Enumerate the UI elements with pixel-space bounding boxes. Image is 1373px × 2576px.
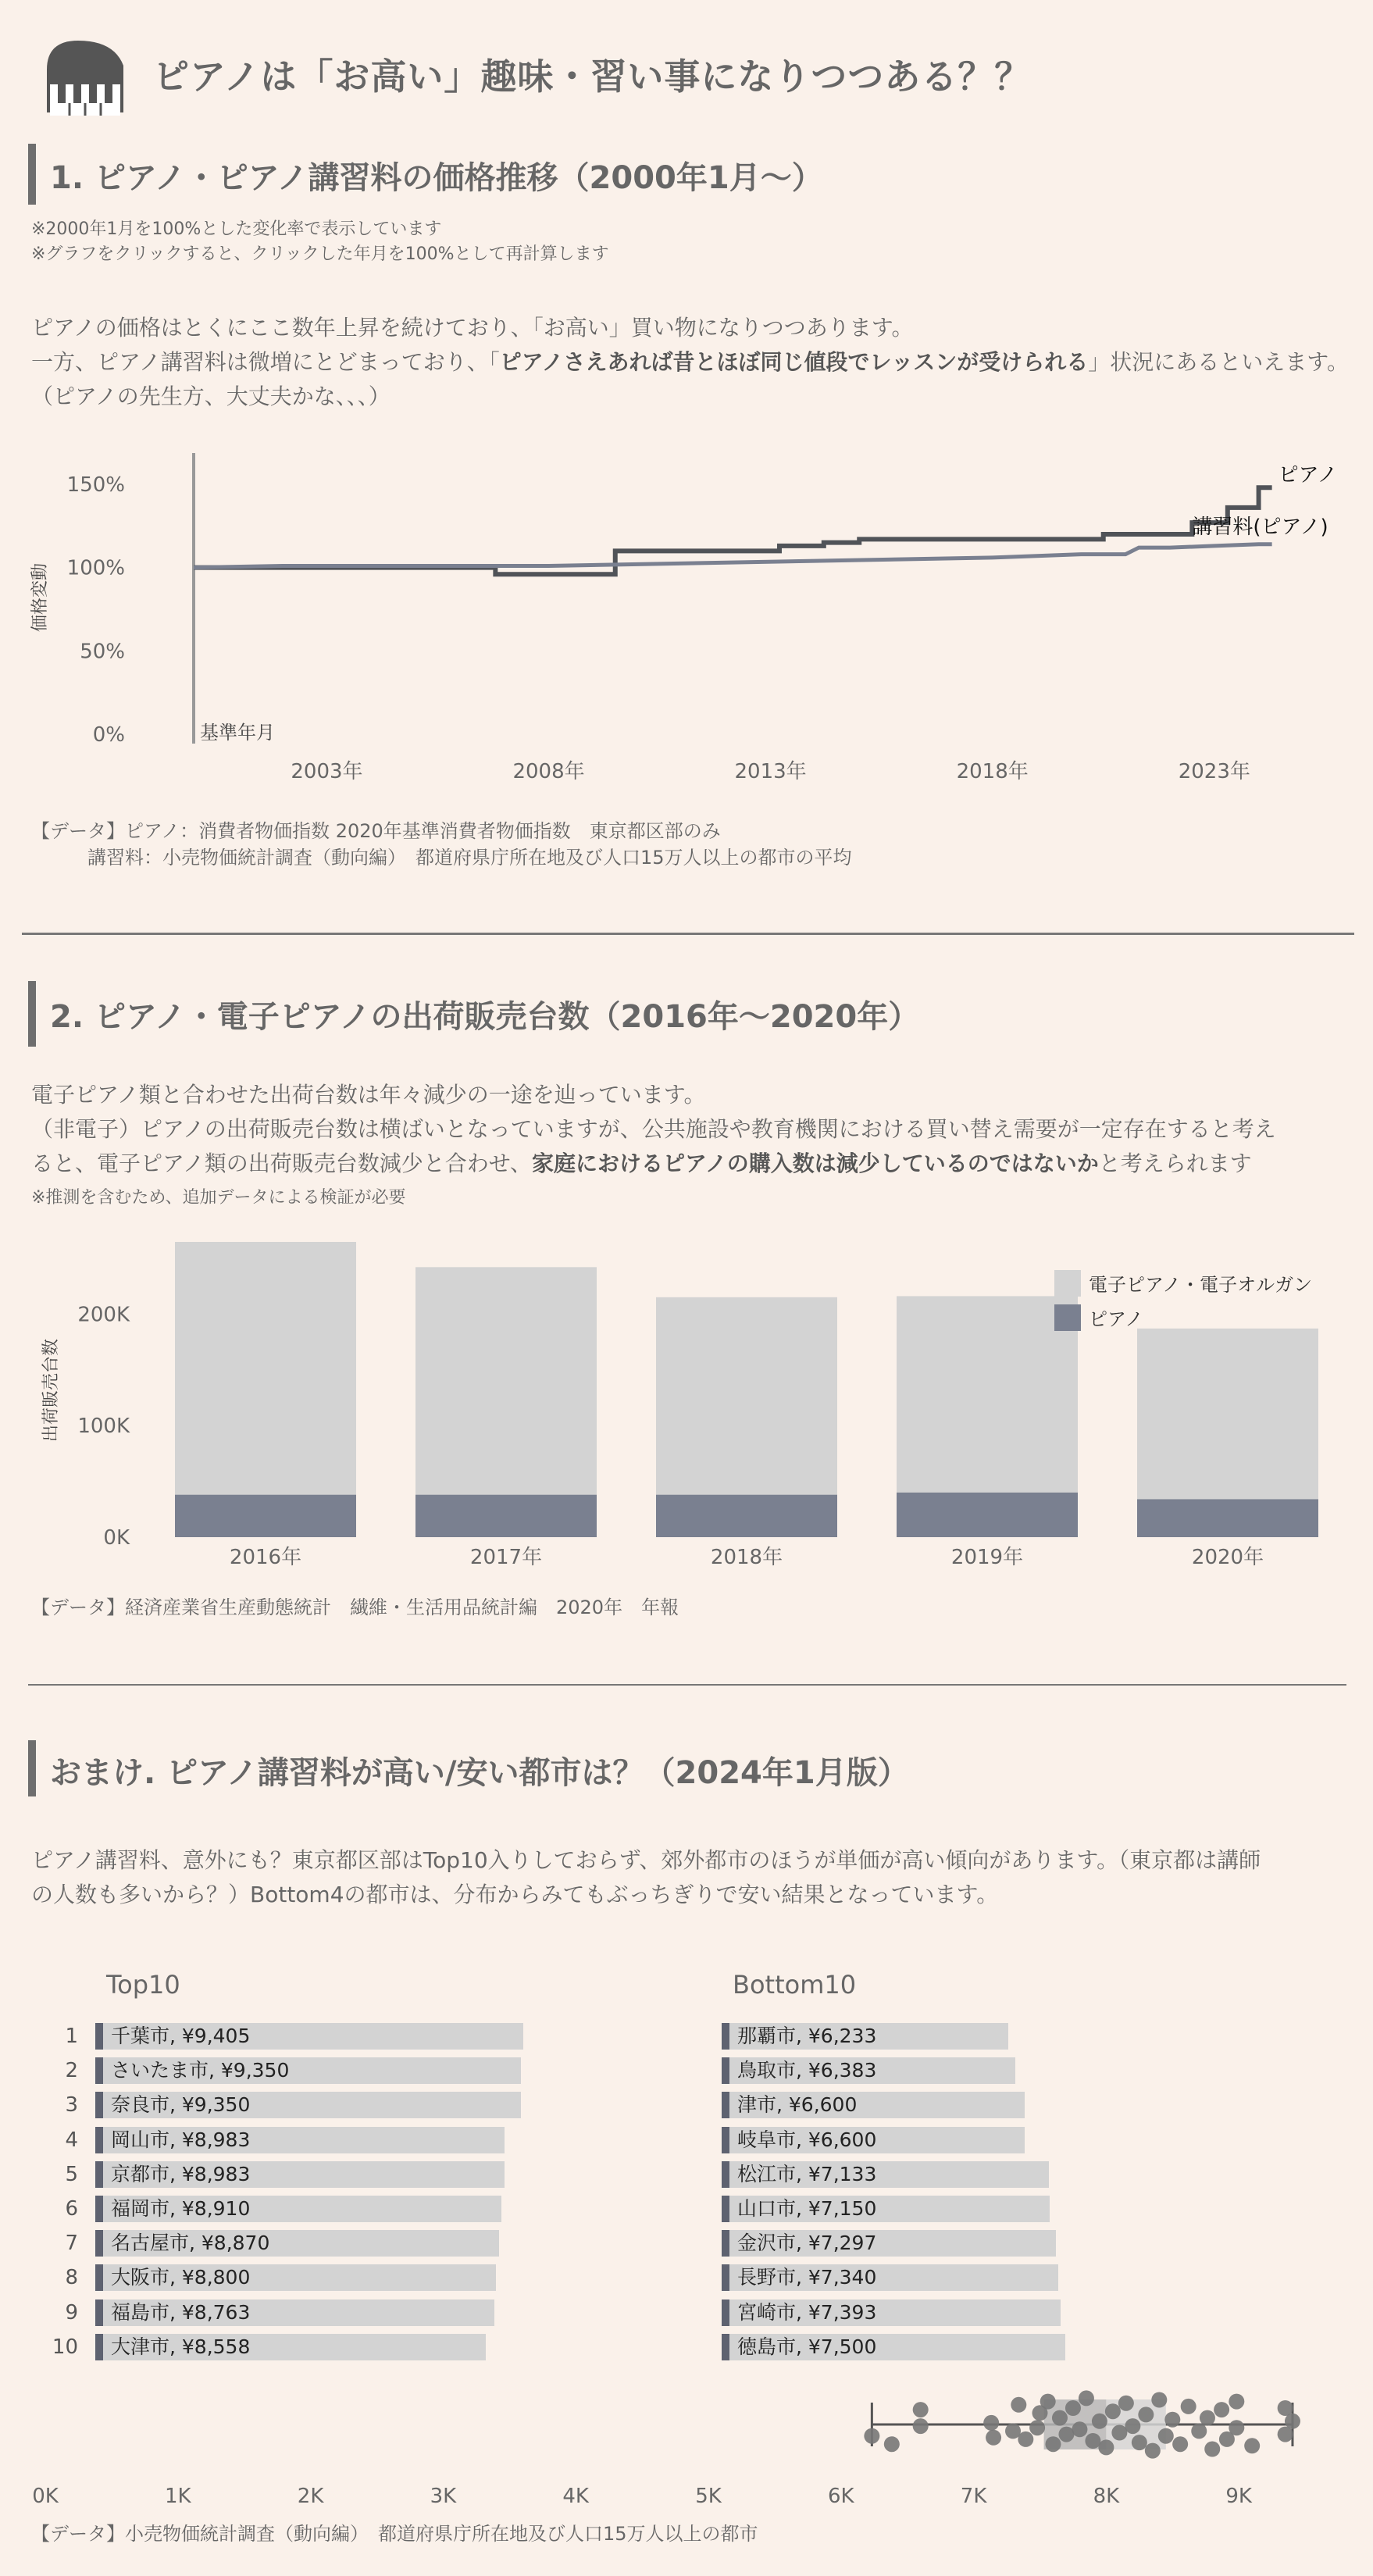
rank-number: 6: [65, 2197, 78, 2221]
section2-marker: [28, 981, 36, 1047]
top10-title: Top10: [106, 1970, 180, 2000]
rank-label: 大津市, ¥8,558: [111, 2335, 251, 2358]
rank-number: 10: [52, 2335, 78, 2359]
data-point: [1029, 2420, 1045, 2435]
rank-label: 山口市, ¥7,150: [737, 2197, 877, 2220]
rank-marker: [95, 2092, 103, 2118]
rank-marker: [722, 2230, 729, 2257]
data-point: [884, 2436, 900, 2452]
rank-label: 鳥取市, ¥6,383: [737, 2059, 877, 2082]
x-tick-label: 2003年: [291, 760, 363, 783]
rank-label: 那覇市, ¥6,233: [737, 2025, 877, 2047]
data-point: [1052, 2410, 1068, 2426]
section3-title: おまけ. ピアノ講習料が高い/安い都市は？（2024年1月版）: [50, 1755, 909, 1791]
legend-label-piano: ピアノ: [1089, 1308, 1144, 1330]
section1-note-1: ※2000年1月を100%とした変化率で表示しています: [31, 219, 442, 239]
data-point: [1229, 2420, 1244, 2435]
section3-para-line1: ピアノ講習料、意外にも？東京都区部はTop10入りしておらず、郊外都市のほうが単価が高い傾向があります。（東京都は講師: [31, 1847, 1261, 1873]
section3-paragraph: [31, 1843, 1261, 1912]
bar-piano: [656, 1495, 837, 1537]
section2-para-line2: （非電子）ピアノの出荷販売台数は横ばいとなっていますが、公共施設や教育機関における買い替え需要が一定存在すると考え: [31, 1116, 1276, 1142]
data-point: [1079, 2390, 1094, 2406]
data-point: [1229, 2394, 1244, 2410]
baseline-label: 基準年月: [200, 722, 275, 744]
rank-number: 7: [65, 2232, 78, 2256]
data-point: [1244, 2438, 1260, 2453]
x-tick-label: 2013年: [734, 760, 807, 783]
section1-note-2: ※グラフをクリックすると、クリックした年月を100%として再計算します: [31, 244, 609, 264]
data-point: [913, 2402, 929, 2417]
rank-label: 長野市, ¥7,340: [737, 2266, 877, 2289]
rank-marker: [95, 2161, 103, 2188]
data-point: [1040, 2394, 1056, 2410]
data-point: [1200, 2410, 1215, 2426]
y-tick-label: 100%: [66, 556, 125, 580]
divider-1: [22, 933, 1354, 935]
rank-marker: [722, 2127, 729, 2153]
legend-label-electronic: 電子ピアノ・電子オルガン: [1089, 1274, 1313, 1296]
x-tick-label: 5K: [695, 2485, 722, 2507]
x-tick-label: 2023年: [1178, 760, 1250, 783]
section1-para-line2: 一方、ピアノ講習料は微増にとどまっており、「ピアノさえあれば昔とほぼ同じ値段でレッスンが受けられる」状況にあるといえます。: [31, 349, 1350, 375]
section1-marker: [28, 144, 36, 205]
data-point: [1204, 2442, 1220, 2457]
x-tick-label: 3K: [430, 2485, 457, 2507]
section2-para-line1: 電子ピアノ類と合わせた出荷台数は年々減少の一途を辿っています。: [31, 1082, 706, 1108]
piano-logo-icon: [39, 34, 131, 122]
rank-marker: [722, 2057, 729, 2084]
divider-2: [28, 1684, 1346, 1686]
data-point: [1085, 2433, 1100, 2449]
x-tick-label: 2020年: [1191, 1546, 1264, 1569]
rank-marker: [95, 2127, 103, 2153]
rank-label: 徳島市, ¥7,500: [737, 2335, 877, 2358]
y-axis-label: 価格変動: [30, 562, 50, 633]
y-tick-label: 200K: [77, 1303, 130, 1327]
section1-title: 1. ピアノ・ピアノ講習料の価格推移（2000年1月～）: [50, 160, 823, 196]
rank-marker: [95, 2264, 103, 2291]
rank-label: 名古屋市, ¥8,870: [111, 2232, 270, 2255]
distribution-chart[interactable]: [0, 2367, 1373, 2507]
rank-marker: [95, 2023, 103, 2050]
bar-piano: [1137, 1499, 1318, 1537]
x-tick-label: 2016年: [229, 1546, 302, 1569]
x-tick-label: 2019年: [950, 1546, 1024, 1569]
data-point: [1158, 2428, 1174, 2444]
y-tick-label: 0%: [92, 723, 125, 747]
series-line-2: [194, 544, 1272, 568]
rank-number: 1: [65, 2025, 78, 2048]
data-point: [986, 2430, 1001, 2446]
data-point: [1164, 2412, 1180, 2428]
data-point: [1045, 2436, 1061, 2452]
section2-paragraph: [31, 1078, 1276, 1181]
rank-marker: [95, 2057, 103, 2084]
rank-marker: [722, 2092, 729, 2118]
data-point: [1065, 2400, 1081, 2416]
rank-marker: [722, 2196, 729, 2222]
rank-label: 千葉市, ¥9,405: [111, 2025, 251, 2047]
rank-number: 3: [65, 2093, 78, 2118]
section1-para-line1: ピアノの価格はとくにここ数年上昇を続けており、「お高い」買い物になりつつあります。: [31, 315, 914, 341]
x-tick-label: 2018年: [710, 1546, 783, 1569]
rank-number: 8: [65, 2266, 78, 2290]
rank-label: 金沢市, ¥7,297: [737, 2232, 877, 2255]
rank-label: 岡山市, ¥8,983: [111, 2128, 251, 2151]
data-point: [1145, 2443, 1161, 2459]
data-point: [1105, 2403, 1121, 2419]
data-point: [1111, 2425, 1127, 2441]
x-tick-label: 2008年: [512, 760, 585, 783]
data-point: [1018, 2432, 1033, 2447]
data-point: [1172, 2436, 1188, 2452]
bar-piano: [415, 1495, 597, 1537]
rank-number: 5: [65, 2162, 78, 2186]
data-point: [1011, 2397, 1026, 2413]
data-point: [864, 2428, 879, 2444]
rank-label: さいたま市, ¥9,350: [111, 2059, 290, 2082]
rank-marker: [95, 2299, 103, 2326]
x-tick-label: 2018年: [956, 760, 1029, 783]
data-point: [983, 2415, 999, 2431]
x-tick-label: 4K: [562, 2485, 589, 2507]
y-axis-label: 出荷販売台数: [41, 1338, 61, 1443]
bar-electronic-piano: [175, 1242, 356, 1537]
shipment-bar-chart[interactable]: [0, 1242, 1373, 1578]
rank-marker: [722, 2299, 729, 2326]
series-label-piano: ピアノ: [1278, 463, 1338, 487]
data-point: [1098, 2439, 1114, 2455]
page-title: ピアノは「お高い」趣味・習い事になりつつある？？: [153, 55, 1032, 98]
section1-para-line3: （ピアノの先生方、大丈夫かな、、、）: [31, 384, 391, 409]
section1-source-2: 講習料：小売物価統計調査（動向編） 都道府県庁所在地及び人口15万人以上の都市の平均: [31, 847, 852, 869]
data-point: [1214, 2402, 1229, 2417]
rank-label: 津市, ¥6,600: [737, 2093, 858, 2117]
x-tick-label: 0K: [32, 2485, 59, 2507]
data-point: [1278, 2427, 1293, 2442]
y-tick-label: 150%: [66, 473, 125, 497]
data-point: [1191, 2423, 1207, 2439]
data-point: [1132, 2435, 1147, 2450]
bar-piano: [897, 1493, 1078, 1537]
x-tick-label: 6K: [828, 2485, 854, 2507]
rank-label: 奈良市, ¥9,350: [111, 2093, 251, 2117]
rank-marker: [722, 2023, 729, 2050]
data-point: [1058, 2427, 1074, 2442]
rank-marker: [722, 2161, 729, 2188]
data-point: [1278, 2400, 1293, 2416]
section2-para-line3: ると、電子ピアノ類の出荷販売台数減少と合わせ、家庭におけるピアノの購入数は減少しているのではないかと考えられます: [31, 1151, 1252, 1176]
rank-label: 福岡市, ¥8,910: [111, 2197, 251, 2220]
x-tick-label: 8K: [1093, 2485, 1120, 2507]
bottom10-title: Bottom10: [733, 1970, 857, 2000]
legend-swatch-electronic: [1054, 1270, 1081, 1297]
x-tick-label: 2017年: [469, 1546, 543, 1569]
rank-number: 9: [65, 2300, 78, 2324]
rank-label: 松江市, ¥7,133: [737, 2162, 877, 2185]
section1-source-1: 【データ】ピアノ：消費者物価指数 2020年基準消費者物価指数 東京都区部のみ: [31, 820, 721, 842]
data-point: [1138, 2407, 1154, 2422]
section2-title: 2. ピアノ・電子ピアノの出荷販売台数（2016年～2020年）: [50, 999, 920, 1035]
rank-marker: [722, 2334, 729, 2360]
rank-marker: [722, 2264, 729, 2291]
section1-paragraph: [31, 311, 1349, 414]
series-label-lesson: 講習料(ピアノ): [1192, 515, 1328, 539]
rank-marker: [95, 2334, 103, 2360]
rank-label: 宮崎市, ¥7,393: [737, 2300, 877, 2324]
section2-source: 【データ】経済産業省生産動態統計 繊維・生活用品統計編 2020年 年報: [31, 1597, 679, 1618]
rank-label: 岐阜市, ¥6,600: [737, 2128, 877, 2151]
data-point: [1125, 2418, 1140, 2434]
data-point: [1181, 2399, 1196, 2414]
bar-piano: [175, 1495, 356, 1537]
y-tick-label: 0K: [103, 1526, 130, 1550]
x-tick-label: 7K: [960, 2485, 987, 2507]
data-point: [1092, 2414, 1107, 2429]
section3-source: 【データ】小売物価統計調査（動向編） 都道府県庁所在地及び人口15万人以上の都市: [31, 2523, 758, 2545]
x-tick-label: 9K: [1225, 2485, 1252, 2507]
section3-para-line2: の人数も多いから？）Bottom4の都市は、分布からみてもぶっちぎりで安い結果となっています。: [31, 1882, 999, 1907]
rank-label: 福島市, ¥8,763: [111, 2300, 251, 2324]
rank-number: 4: [65, 2128, 78, 2152]
data-point: [1285, 2414, 1300, 2429]
y-tick-label: 100K: [77, 1415, 130, 1439]
data-point: [1151, 2392, 1167, 2408]
rank-number: 2: [65, 2059, 78, 2083]
data-point: [913, 2418, 929, 2434]
legend-swatch-piano: [1054, 1304, 1081, 1331]
rank-label: 大阪市, ¥8,800: [111, 2266, 251, 2289]
section3-marker: [28, 1740, 36, 1796]
price-line-chart[interactable]: [0, 437, 1373, 797]
rank-marker: [95, 2196, 103, 2222]
data-point: [1118, 2396, 1134, 2411]
y-tick-label: 50%: [80, 640, 125, 664]
rank-marker: [95, 2230, 103, 2257]
data-point: [1072, 2421, 1087, 2437]
section2-note: ※推測を含むため、追加データによる検証が必要: [31, 1188, 406, 1208]
x-tick-label: 2K: [297, 2485, 324, 2507]
rank-label: 京都市, ¥8,983: [111, 2162, 251, 2185]
x-tick-label: 1K: [165, 2485, 191, 2507]
